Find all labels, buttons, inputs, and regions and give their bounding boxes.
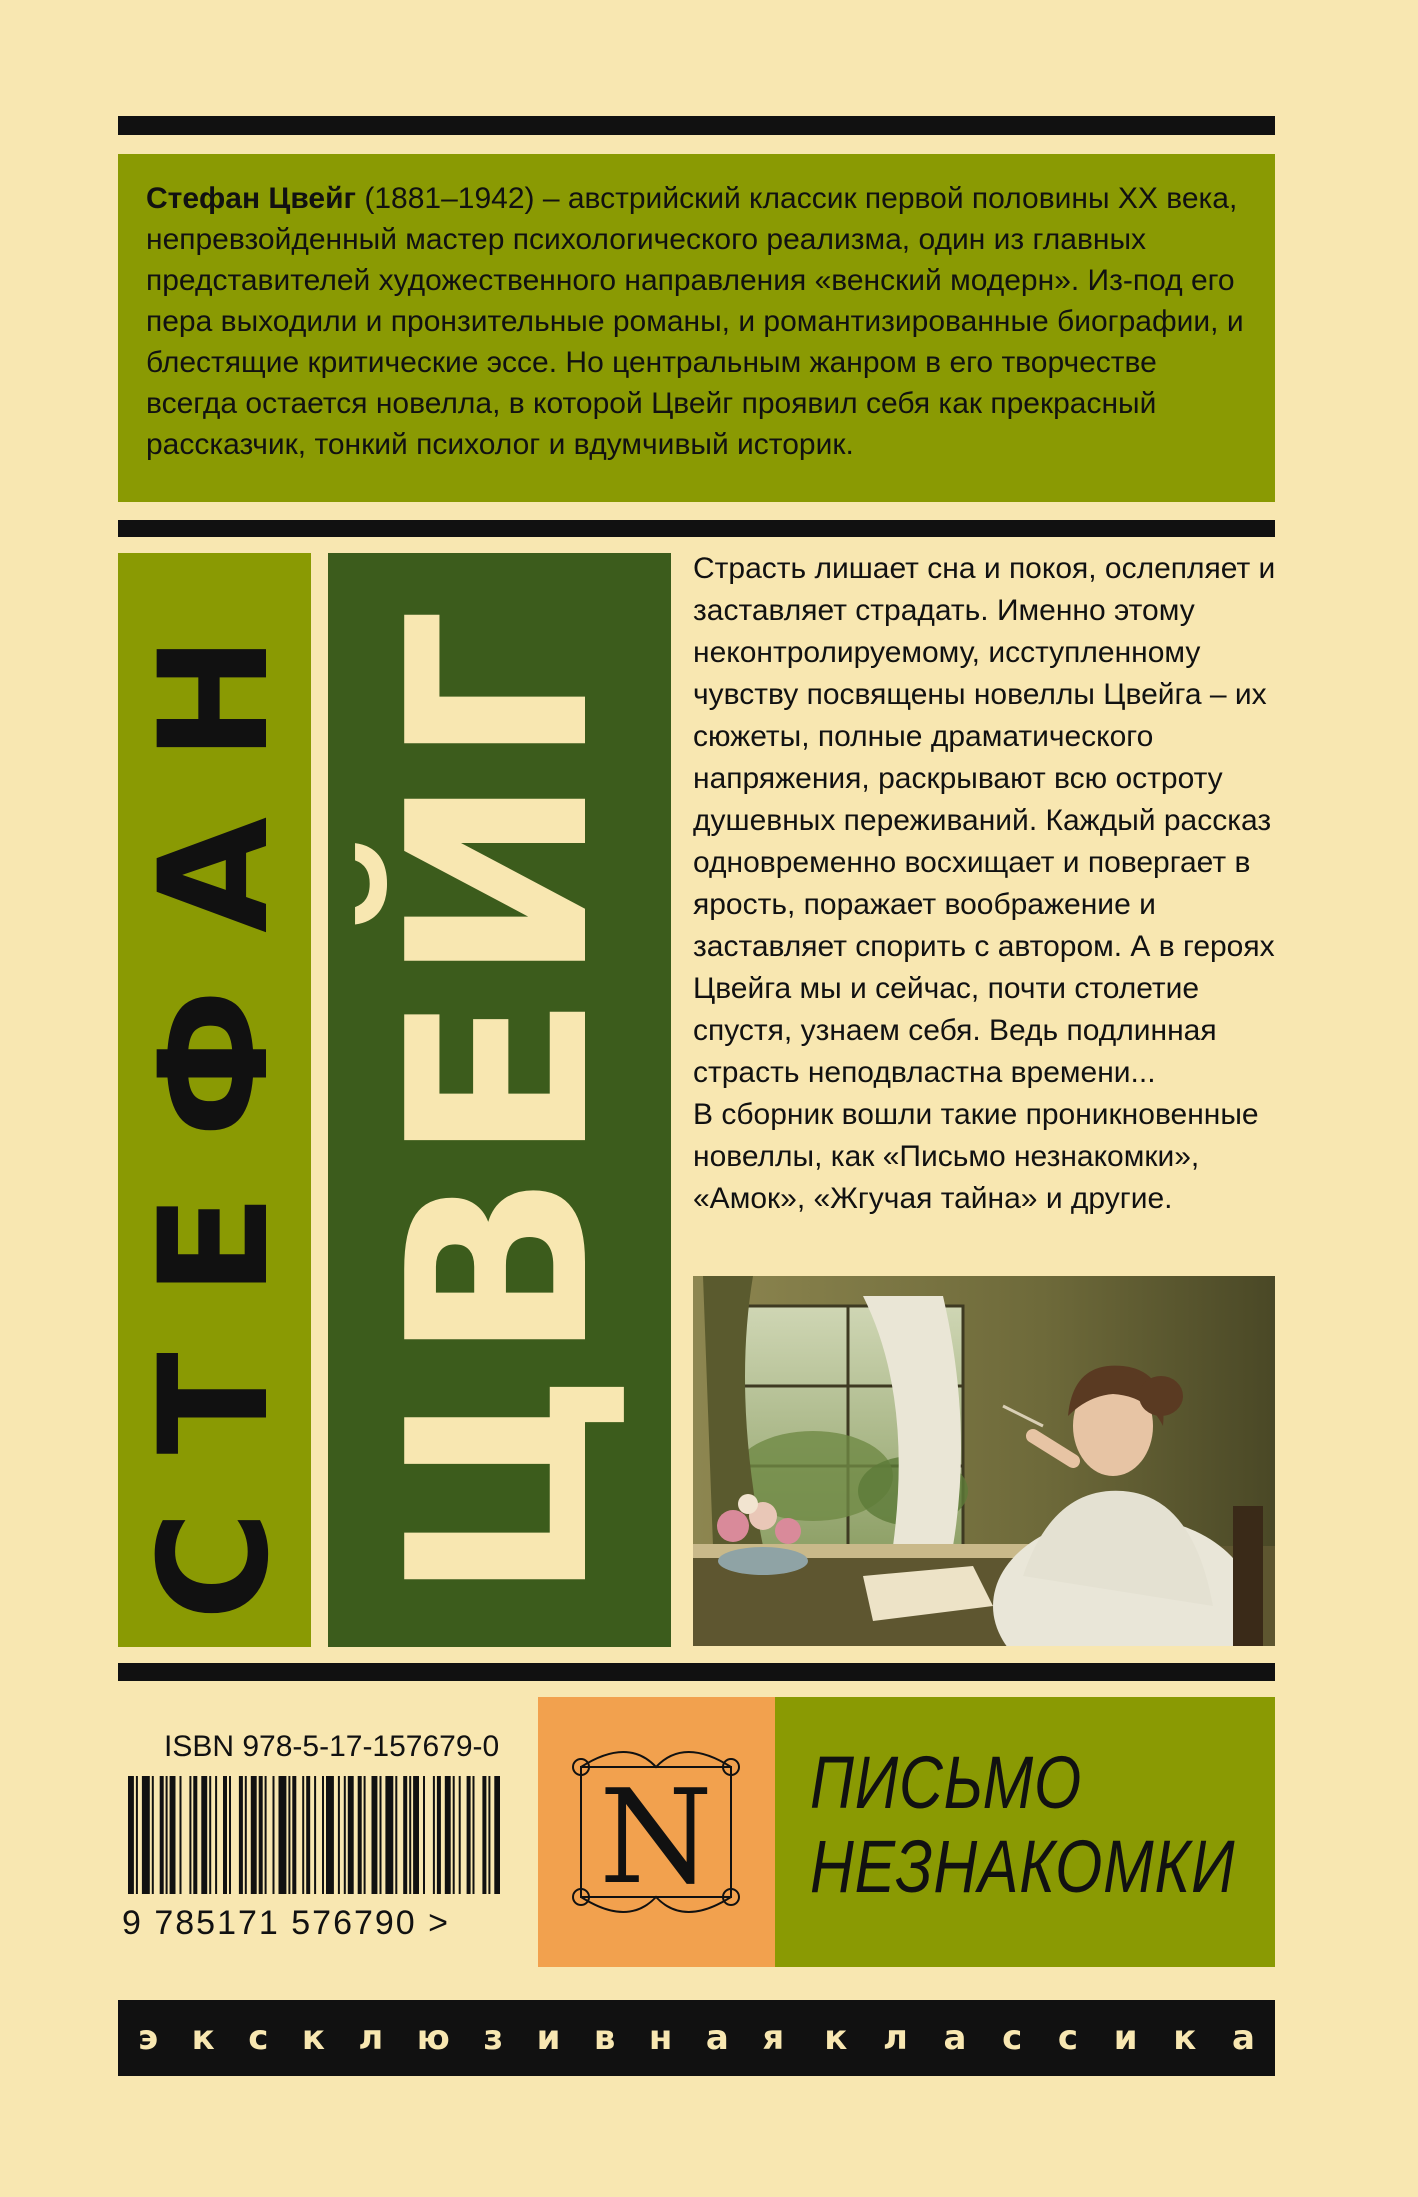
barcode-bar	[385, 1776, 393, 1894]
book-description	[693, 548, 1278, 1220]
barcode-bar	[142, 1776, 150, 1894]
barcode-bar	[344, 1776, 346, 1894]
barcode-bar	[152, 1776, 154, 1894]
barcode-bar	[251, 1776, 257, 1894]
last-name-block	[328, 553, 671, 1647]
barcode-bar	[166, 1776, 168, 1894]
barcode-bar	[395, 1776, 397, 1894]
barcode-bar	[229, 1776, 231, 1894]
barcode-bar	[409, 1776, 411, 1894]
barcode-bar	[423, 1776, 425, 1894]
barcode-bar	[201, 1776, 207, 1894]
barcode-bar	[245, 1776, 247, 1894]
series-letter: к	[191, 2018, 215, 2058]
series-letter: с	[248, 2018, 269, 2058]
description-paragraph-1: Страсть лишает сна и покоя, ослепляет и заставляет страдать. Именно этому неконтролируемому, исступленному чувству посвящены новеллы Цвейга – их сюжеты, полные драматического напряжения, раскрывают всю остроту душевных переживаний. Каждый рассказ одновременно восхищает и повергает в ярость, поражает воображение и заставляет спорить с автором. А в героях Цвейга мы и сейчас, почти столетие спустя, узнаем себя. Ведь подлинная страсть неподвластна времени...	[693, 552, 1276, 1089]
author-first-name: СТЕФАН	[127, 579, 302, 1621]
isbn-label: ISBN 978-5-17-157679-0	[164, 1730, 500, 1763]
barcode-bar	[180, 1776, 182, 1894]
cover-painting	[693, 1276, 1275, 1646]
bio-author-name: Стефан Цвейг	[146, 182, 357, 215]
barcode	[124, 1776, 500, 1894]
series-letter: в	[593, 2018, 616, 2058]
middle-rule	[118, 520, 1275, 537]
series-letter: а	[1231, 2018, 1255, 2058]
series-word-2	[824, 2018, 1255, 2058]
barcode-bar	[322, 1776, 324, 1894]
book-title-line-2: НЕЗНАКОМКИ	[810, 1825, 1236, 1908]
barcode-bar	[136, 1776, 138, 1894]
barcode-bar	[467, 1776, 471, 1894]
series-letter: к	[1173, 2018, 1197, 2058]
barcode-bar	[437, 1776, 441, 1894]
book-title-line-1: ПИСЬМО	[810, 1741, 1083, 1824]
barcode-bar	[259, 1776, 263, 1894]
series-letter: а	[943, 2018, 967, 2058]
series-letter: з	[483, 2018, 504, 2058]
logo-letter: N	[599, 1761, 713, 1913]
barcode-bar	[364, 1776, 366, 1894]
series-letter: л	[358, 2018, 384, 2058]
barcode-bar	[358, 1776, 362, 1894]
bottom-rule	[118, 1663, 1275, 1681]
barcode-bar	[223, 1776, 227, 1894]
barcode-bar	[326, 1776, 334, 1894]
barcode-bar	[380, 1776, 382, 1894]
series-letter: н	[648, 2018, 673, 2058]
series-letter: с	[1002, 2018, 1023, 2058]
series-letter: и	[1113, 2018, 1138, 2058]
author-last-name: ЦВЕЙГ	[355, 597, 644, 1603]
series-letter: я	[762, 2018, 785, 2058]
barcode-bar	[348, 1776, 354, 1894]
series-letter: ю	[416, 2018, 450, 2058]
publisher-logo-block	[538, 1697, 775, 1967]
barcode-bar	[189, 1776, 191, 1894]
series-letter: к	[824, 2018, 848, 2058]
barcode-bar	[209, 1776, 211, 1894]
barcode-bar	[302, 1776, 304, 1894]
woman-writing-by-window-illustration	[693, 1276, 1275, 1646]
barcode-digits: 9 785171 576790 >	[122, 1904, 451, 1942]
series-band	[118, 2000, 1275, 2076]
barcode-bar	[338, 1776, 340, 1894]
series-letter: л	[882, 2018, 908, 2058]
description-paragraph-2: В сборник вошли такие проникновенные новеллы, как «Письмо незнакомки», «Амок», «Жгучая тайна» и другие.	[693, 1098, 1259, 1215]
author-bio	[118, 154, 1275, 502]
barcode-bar	[215, 1776, 217, 1894]
series-letter: а	[705, 2018, 729, 2058]
bio-text: (1881–1942) – австрийский классик первой половины XX века, непревзойденный мастер психологического реализма, один из главных представителей художественного направления «венский модерн». Из-под его пера выходили и пронзительные романы, и романтизированные биографии, и блестящие критические эссе. Но центральным жанром в его творчестве всегда остается новелла, в которой Цвейг проявил себя как прекрасный рассказчик, тонкий психолог и вдумчивый историк.	[146, 182, 1244, 461]
book-title-block	[775, 1697, 1275, 1967]
barcode-bar	[292, 1776, 296, 1894]
barcode-bar	[433, 1776, 435, 1894]
barcode-bar	[488, 1776, 490, 1894]
barcode-bar	[193, 1776, 197, 1894]
barcode-bar	[279, 1776, 287, 1894]
series-letter: к	[301, 2018, 325, 2058]
barcode-bar	[445, 1776, 451, 1894]
barcode-bar	[288, 1776, 290, 1894]
barcode-bar	[459, 1776, 461, 1894]
barcode-bar	[265, 1776, 267, 1894]
barcode-bar	[403, 1776, 407, 1894]
barcode-bar	[413, 1776, 419, 1894]
series-letter: э	[138, 2018, 159, 2058]
series-word-1	[138, 2018, 784, 2058]
barcode-bar	[372, 1776, 378, 1894]
barcode-bar	[453, 1776, 455, 1894]
first-name-block	[118, 553, 311, 1647]
barcode-bar	[273, 1776, 275, 1894]
barcode-bar	[306, 1776, 310, 1894]
series-letter: и	[536, 2018, 561, 2058]
barcode-bar	[170, 1776, 176, 1894]
barcode-bar	[314, 1776, 316, 1894]
barcode-bar	[494, 1776, 500, 1894]
series-letter: с	[1057, 2018, 1079, 2058]
top-rule	[118, 116, 1275, 135]
barcode-bar	[482, 1776, 486, 1894]
barcode-bar	[128, 1776, 134, 1894]
barcode-bar	[239, 1776, 243, 1894]
n-monogram-icon	[538, 1697, 775, 1967]
barcode-bar	[160, 1776, 164, 1894]
barcode-bar	[473, 1776, 475, 1894]
